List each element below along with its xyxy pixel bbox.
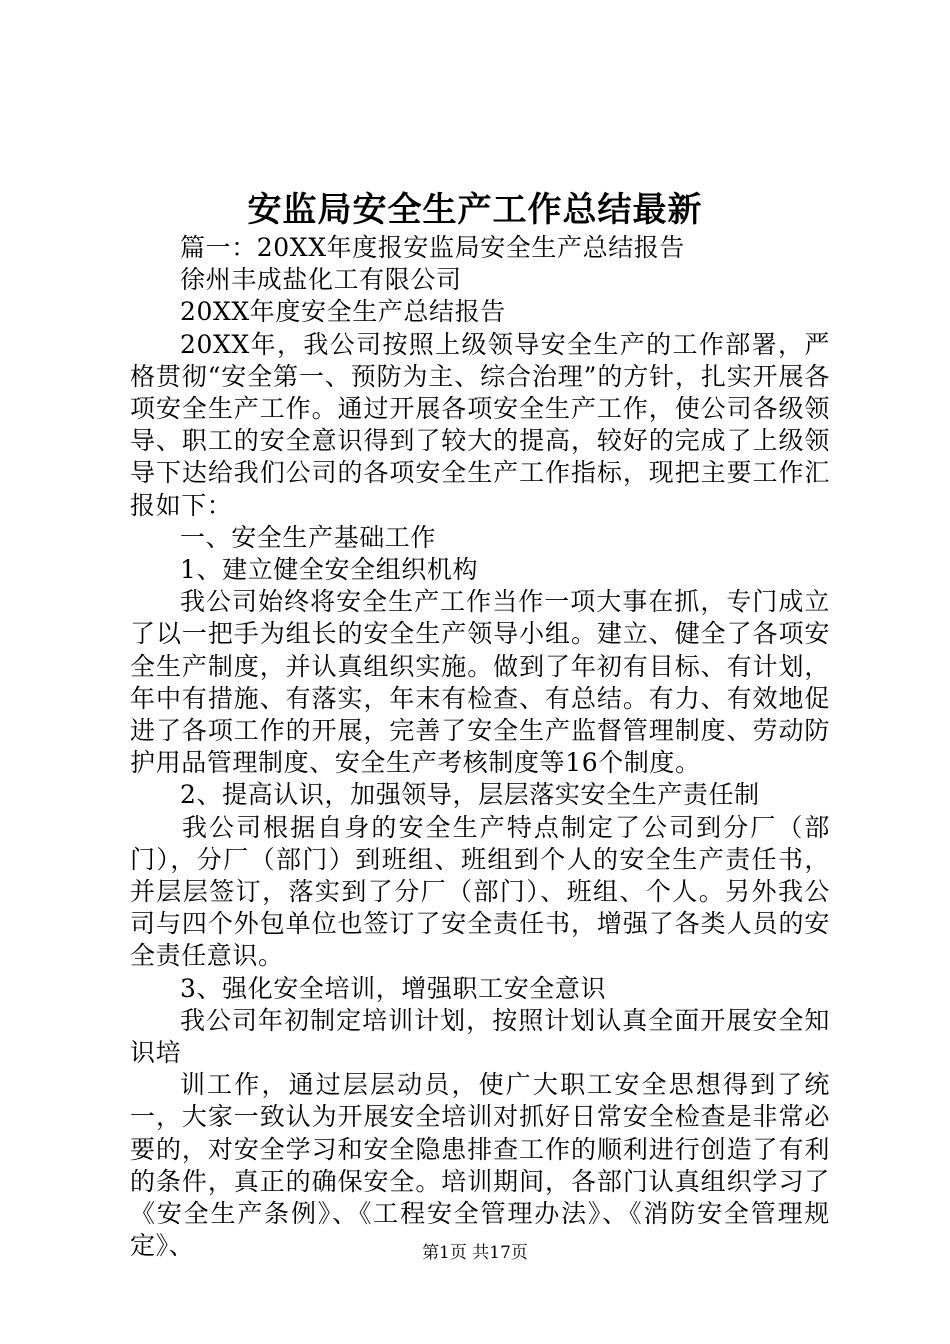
paragraph-company: 徐州丰成盐化工有限公司 (180, 265, 462, 295)
paragraph-intro: 20XX年，我公司按照上级领导安全生产的工作部署，严格贯彻“安全第一、预防为主、综合治理”的方针，扎实开展各项安全生产工作。通过开展各项安全生产工作，使公司各级领导、职工的安全意识得到了较大的提高，较好的完成了上级领导下达给我们公司的各项安全生产工作指标，现把主要工作汇报如下： (130, 329, 830, 520)
paragraph-subtitle: 篇一：20XX年度报安监局安全生产总结报告 (180, 233, 686, 262)
paragraph-report-title: 20XX年度安全生产总结报告 (180, 297, 506, 327)
paragraph-subsection-2: 我公司根据自身的安全生产特点制定了公司到分厂（部门），分厂（部门）到班组、班组到个人的安全生产责任书，并层层签订，落实到了分厂（部门）、班组、个人。另外我公司与四个外包单位也签订了安全责任书，增强了各类人员的安全责任意识。 (130, 812, 830, 971)
paragraph-subsection-3a: 我公司年初制定培训计划，按照计划认真全面开展安全知识培 (130, 1005, 830, 1068)
heading-subsection-1: 1、建立健全安全组织机构 (180, 555, 479, 585)
heading-subsection-2: 2、提高认识，加强领导，层层落实安全生产责任制 (180, 780, 760, 810)
document-title: 安监局安全生产工作总结最新 (247, 190, 703, 230)
heading-subsection-3: 3、强化安全培训，增强职工安全意识 (180, 973, 607, 1003)
document-body (130, 232, 830, 1263)
page-number: 第1页 共17页 (422, 1243, 528, 1263)
paragraph-subsection-1: 我公司始终将安全生产工作当作一项大事在抓，专门成立了以一把手为组长的安全生产领导小组。建立、健全了各项安全生产制度，并认真组织实施。做到了年初有目标、有计划，年中有措施、有落实，年末有检查、有总结。有力、有效地促进了各项工作的开展，完善了安全生产监督管理制度、劳动防护用品管理制度、安全生产考核制度等16个制度。 (130, 587, 830, 778)
paragraph-subsection-3b: 训工作，通过层层动员，使广大职工安全思想得到了统一，大家一致认为开展安全培训对抓好日常安全检查是非常必要的，对安全学习和安全隐患排查工作的顺利进行创造了有利的条件，真正的确保安全。培训期间，各部门认真组织学习了《安全生产条例》、《工程安全管理办法》、《消防安全管理规定》、 (130, 1070, 830, 1261)
heading-section-1: 一、安全生产基础工作 (180, 522, 437, 552)
